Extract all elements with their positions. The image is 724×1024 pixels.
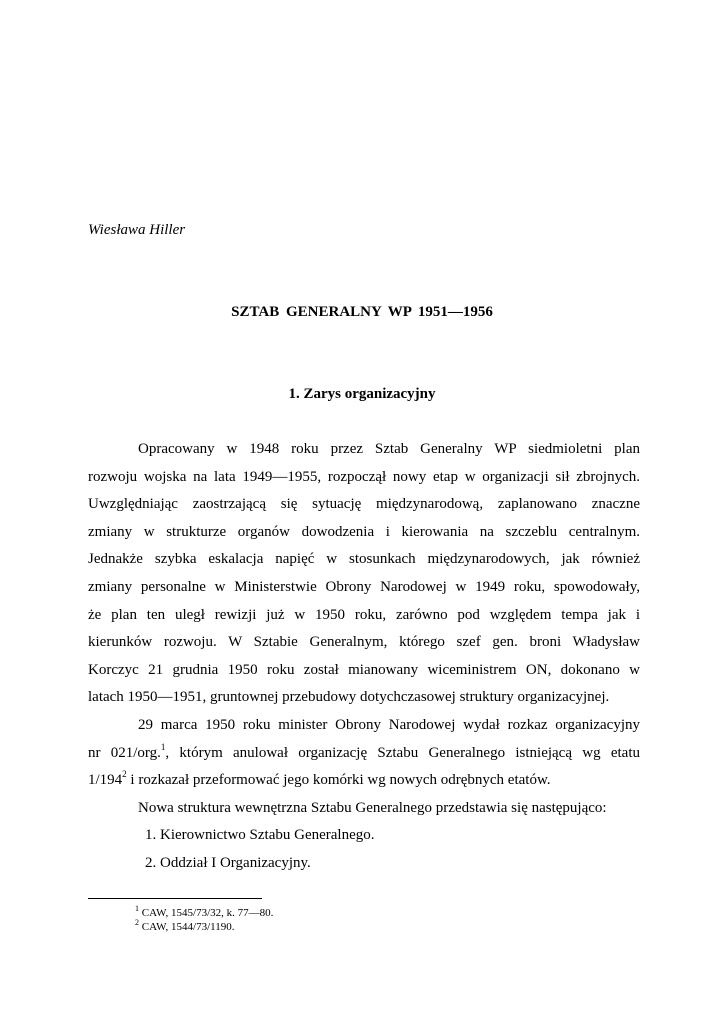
list-item: 2. Oddział I Organizacyjny. (145, 854, 311, 871)
footnote-text: CAW, 1544/73/1190. (141, 921, 235, 933)
paragraph-line: Uwzględniając zaostrzającą się sytuację międzynarodową, zaplanowano znaczne (88, 496, 640, 513)
paragraph-text: i rozkazał przeformować jego komórki wg nowych odrębnych etatów. (126, 772, 551, 789)
footnote-reference: 2 (122, 769, 127, 780)
footnote-reference: 1 (160, 741, 166, 752)
footnotes (135, 906, 273, 934)
footnote (135, 920, 273, 934)
paragraph-line: Opracowany w 1948 roku przez Sztab Generalny WP siedmioletni plan (138, 441, 640, 457)
paragraph-text: nr 021/org. (88, 744, 161, 761)
paragraph-line: zmiany w strukturze organów dowodzenia i kierowania na szczeblu centralnym. (88, 523, 640, 540)
section-heading: 1. Zarys organizacyjny (288, 386, 436, 402)
author-name: Wiesława Hiller (88, 222, 186, 238)
footnote-number: 1 (135, 904, 139, 913)
paragraph-line (88, 740, 640, 768)
footnote-separator (88, 898, 262, 899)
paragraph-line: że plan ten uległ rewizji już w 1950 roku, zarówno pod względem tempa jak i (88, 606, 640, 623)
footnote-text: CAW, 1545/73/32, k. 77—80. (141, 907, 274, 919)
paragraph-text: 1/194 (88, 772, 123, 789)
paragraph-line: 29 marca 1950 roku minister Obrony Narodowej wydał rozkaz organizacyjny (138, 716, 640, 733)
list-item: 1. Kierownictwo Sztabu Generalnego. (145, 827, 375, 844)
paragraph-line: zmiany personalne w Ministerstwie Obrony Narodowej w 1949 roku, spowodowały, (88, 578, 640, 595)
paragraph-line: Korczyc 21 grudnia 1950 roku został mianowany wiceministrem ON, dokonano w (88, 661, 640, 678)
paragraph-line: kierunków rozwoju. W Sztabie Generalnym, którego szef gen. broni Władysław (88, 634, 640, 651)
paragraph-line (88, 767, 640, 795)
document-title: SZTAB GENERALNY WP 1951—1956 (231, 304, 493, 320)
paragraph-line: Jednakże szybka eskalacja napięć w stosunkach międzynarodowych, jak również (88, 551, 640, 568)
paragraph-text: , którym anulował organizację Sztabu Generalnego istniejącą wg etatu (165, 744, 640, 761)
body-text (88, 436, 640, 878)
footnote-number: 2 (135, 918, 139, 927)
paragraph-line: rozwoju wojska na lata 1949—1955, rozpoczął nowy etap w organizacji sił zbrojnych. (88, 468, 640, 485)
footnote (135, 906, 273, 920)
paragraph-line: Nowa struktura wewnętrzna Sztabu Generalnego przedstawia się następująco: (138, 799, 607, 816)
paragraph-line: latach 1950—1951, gruntownej przebudowy dotychczasowej struktury organizacyjnej. (88, 689, 610, 706)
